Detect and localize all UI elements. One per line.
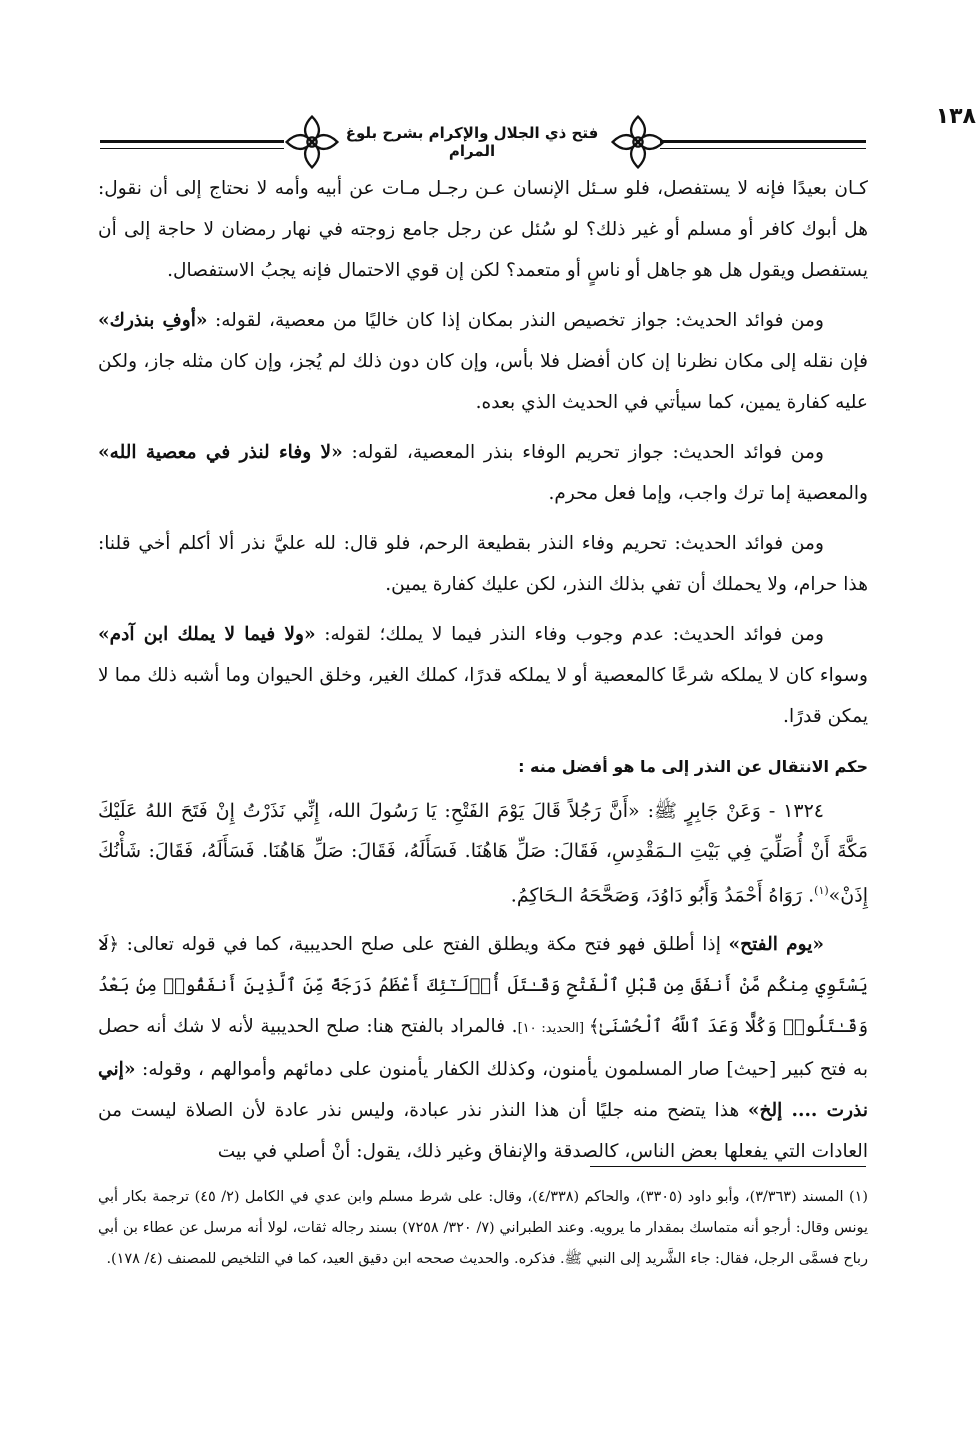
hadith-body: ١٣٢٤ - وَعَنْ جَابِرٍ ﷺ: «أَنَّ رَجُلاً قَالَ يَوْمَ الفَتْحِ: يَا رَسُولَ الله، إِنِّي نَذَرْتُ إِنْ فَتَحَ اللهُ عَلَيْكَ مَكَّةَ أَنْ أُصَلِّيَ فِي بَيْتِ الـمَقْدِسِ، فَقَالَ: صَلِّ هَاهُنَا. فَسَأَلَهُ، فَقَالَ: صَلِّ هَاهُنَا. فَسَأَلَهُ، فَقَالَ: شَأْنُكَ إِذَنْ» <box>98 800 868 907</box>
body-text <box>98 168 868 1181</box>
hadith-quote: «ولا فيما لا يملك ابن آدم» <box>98 624 316 645</box>
paragraph-text: إذا أطلق فهو فتح مكة ويطلق الفتح على صلح الحديبية، كما في قوله تعالى: <box>119 934 729 956</box>
footnotes <box>98 1182 868 1275</box>
paragraph-text: ومن فوائد الحديث: عدم وجوب وفاء النذر فيما لا يملك؛ لقوله: <box>315 624 824 645</box>
paragraph-text: والمعصية إما ترك واجب، وإما فعل محرم. <box>548 483 868 504</box>
paragraph: كـان بعيدًا فإنه لا يستفصل، فلو سـئل الإنسان عـن رجـل مـات عن أبيه وأمه لا نحتاج إلى أن نقول: هل أبوك كافر أو مسلم أو غير ذلك؟ لو سُئل عن رجل جامع زوجته في نهار رمضان لا حاجة إلى أن يستفصل ويقول هل هو جاهل أو ناسٍ أو متعمد؟ لكن إن قوي الاحتمال فإنه يجبُ الاستفصال. <box>98 178 868 281</box>
header-rule-left <box>100 140 284 143</box>
paragraph-text: وسواء كان لا يملكه شرعًا كالمعصية أو لا يملكه قدرًا، كملك الغير، وخلق الحيوان وما أشبه ذلك مما لا يمكن قدرًا. <box>98 665 868 727</box>
paragraph <box>98 614 868 737</box>
paragraph-text: فإن نقله إلى مكان نظرنا إن كان أفضل فلا بأس، وإن كان دون ذلك لم يُجز، وإن كان مثله جاز، ولكن عليه كفارة يمين، كما سيأتي في الحديث الذي بعده. <box>98 351 868 413</box>
section-heading: حكم الانتقال عن النذر إلى ما هو أفضل منه : <box>518 757 868 776</box>
footnote-ref: (١) <box>814 884 829 897</box>
hadith-quote: «إني نذرت .... إلخ» <box>98 1059 868 1122</box>
paragraph <box>98 924 868 1172</box>
footnote: (١) المسند (٣/٣٦٣)، وأبو داود (٣٣٠٥)، والحاكم (٤/٣٣٨)، وقال: على شرط مسلم وابن عدي في الكامل (٢/ ٤٥) ترجمة بكار أبي يونس وقال: أرجو أنه متماسك بمقدار ما يرويه. وعند الطبراني (٧/ ٣٢٠/ ٧٢٥٨) بسند رجاله ثقات، لولا أنه مرسل عن عطاء بن أبي رباح فسمَّى الرجل، فقال: جاء الشَّريد إلى النبي ﷺ. فذكره. والحديث صححه ابن دقيق العيد، كما في التلخيص للمصنف (٤/ ١٧٨). <box>98 1189 868 1267</box>
paragraph <box>98 432 868 514</box>
paragraph-text: ومن فوائد الحديث: جواز تخصيص النذر بمكان إذا كان خاليًا من معصية، لقوله: <box>207 310 824 331</box>
ornament-right-icon <box>608 112 668 172</box>
paragraph: ومن فوائد الحديث: تحريم وفاء النذر بقطيعة الرحم، فلو قال: لله عليَّ نذر ألا أكلم أخي قلنا: هذا حرام، ولا يحملك أن تفي بذلك النذر، لكن عليك كفارة يمين. <box>98 533 868 595</box>
ornament-left-icon <box>282 112 342 172</box>
quran-verse: ﴿لَا يَسْتَوِي مِنكُم مَّنْ أَنفَقَ مِن قَبْلِ ٱلْفَتْحِ وَقَـٰتَلَ أُو۟لَـٰٓئِكَ أَعْظَمُ دَرَجَةً مِّنَ ٱلَّذِينَ أَنفَقُوا۟ مِنۢ بَعْدُ وَقَـٰتَلُوا۟ وَكُلًّا وَعَدَ ٱللَّهُ ٱلْحُسْنَىٰ﴾ <box>98 934 868 1038</box>
paragraph-text: هذا يتضح منه جليًا أن هذا النذر نذر عبادة، وليس نذر عادة لأن الصلاة ليست من العادات التي يفعلها بعض الناس، كالصدقة والإنفاق وغير ذلك، يقول: أنْ أصلي في بيت <box>98 1100 868 1163</box>
header-rule-left-thin <box>100 148 284 149</box>
paragraph-text: ومن فوائد الحديث: جواز تحريم الوفاء بنذر المعصية، لقوله: <box>342 442 824 463</box>
hadith-quote: «أوفِ بنذرك» <box>98 310 208 331</box>
page-number: ١٣٨ <box>935 104 976 129</box>
footnote-divider <box>590 1166 866 1167</box>
quran-reference: [الحديد: ١٠] <box>517 1021 589 1037</box>
header-rule-right <box>660 140 866 143</box>
hadith-text <box>98 791 868 915</box>
paragraph <box>98 300 868 423</box>
paragraph-text: . فالمراد بالفتح هنا: صلح الحديبية لأنه لا شك أنه حصل به فتح كبير [حيث] صار المسلمون يأمنون، وكذلك الكفار يأمنون على دمائهم وأموالهم ، وقوله: <box>98 1016 868 1081</box>
header-rule-right-thin <box>660 148 866 149</box>
term-quote: «يوم الفتح» <box>728 934 824 956</box>
hadith-source: . رَوَاهُ أَحْمَدُ وَأَبُو دَاوُدَ، وَصَحَّحَهُ الـحَاكِمُ. <box>510 884 815 907</box>
hadith-quote: «لا وفاء لنذر في معصية الله» <box>98 442 343 463</box>
running-title: فتح ذي الجلال والإكرام بشرح بلوغ المرام <box>345 124 599 160</box>
